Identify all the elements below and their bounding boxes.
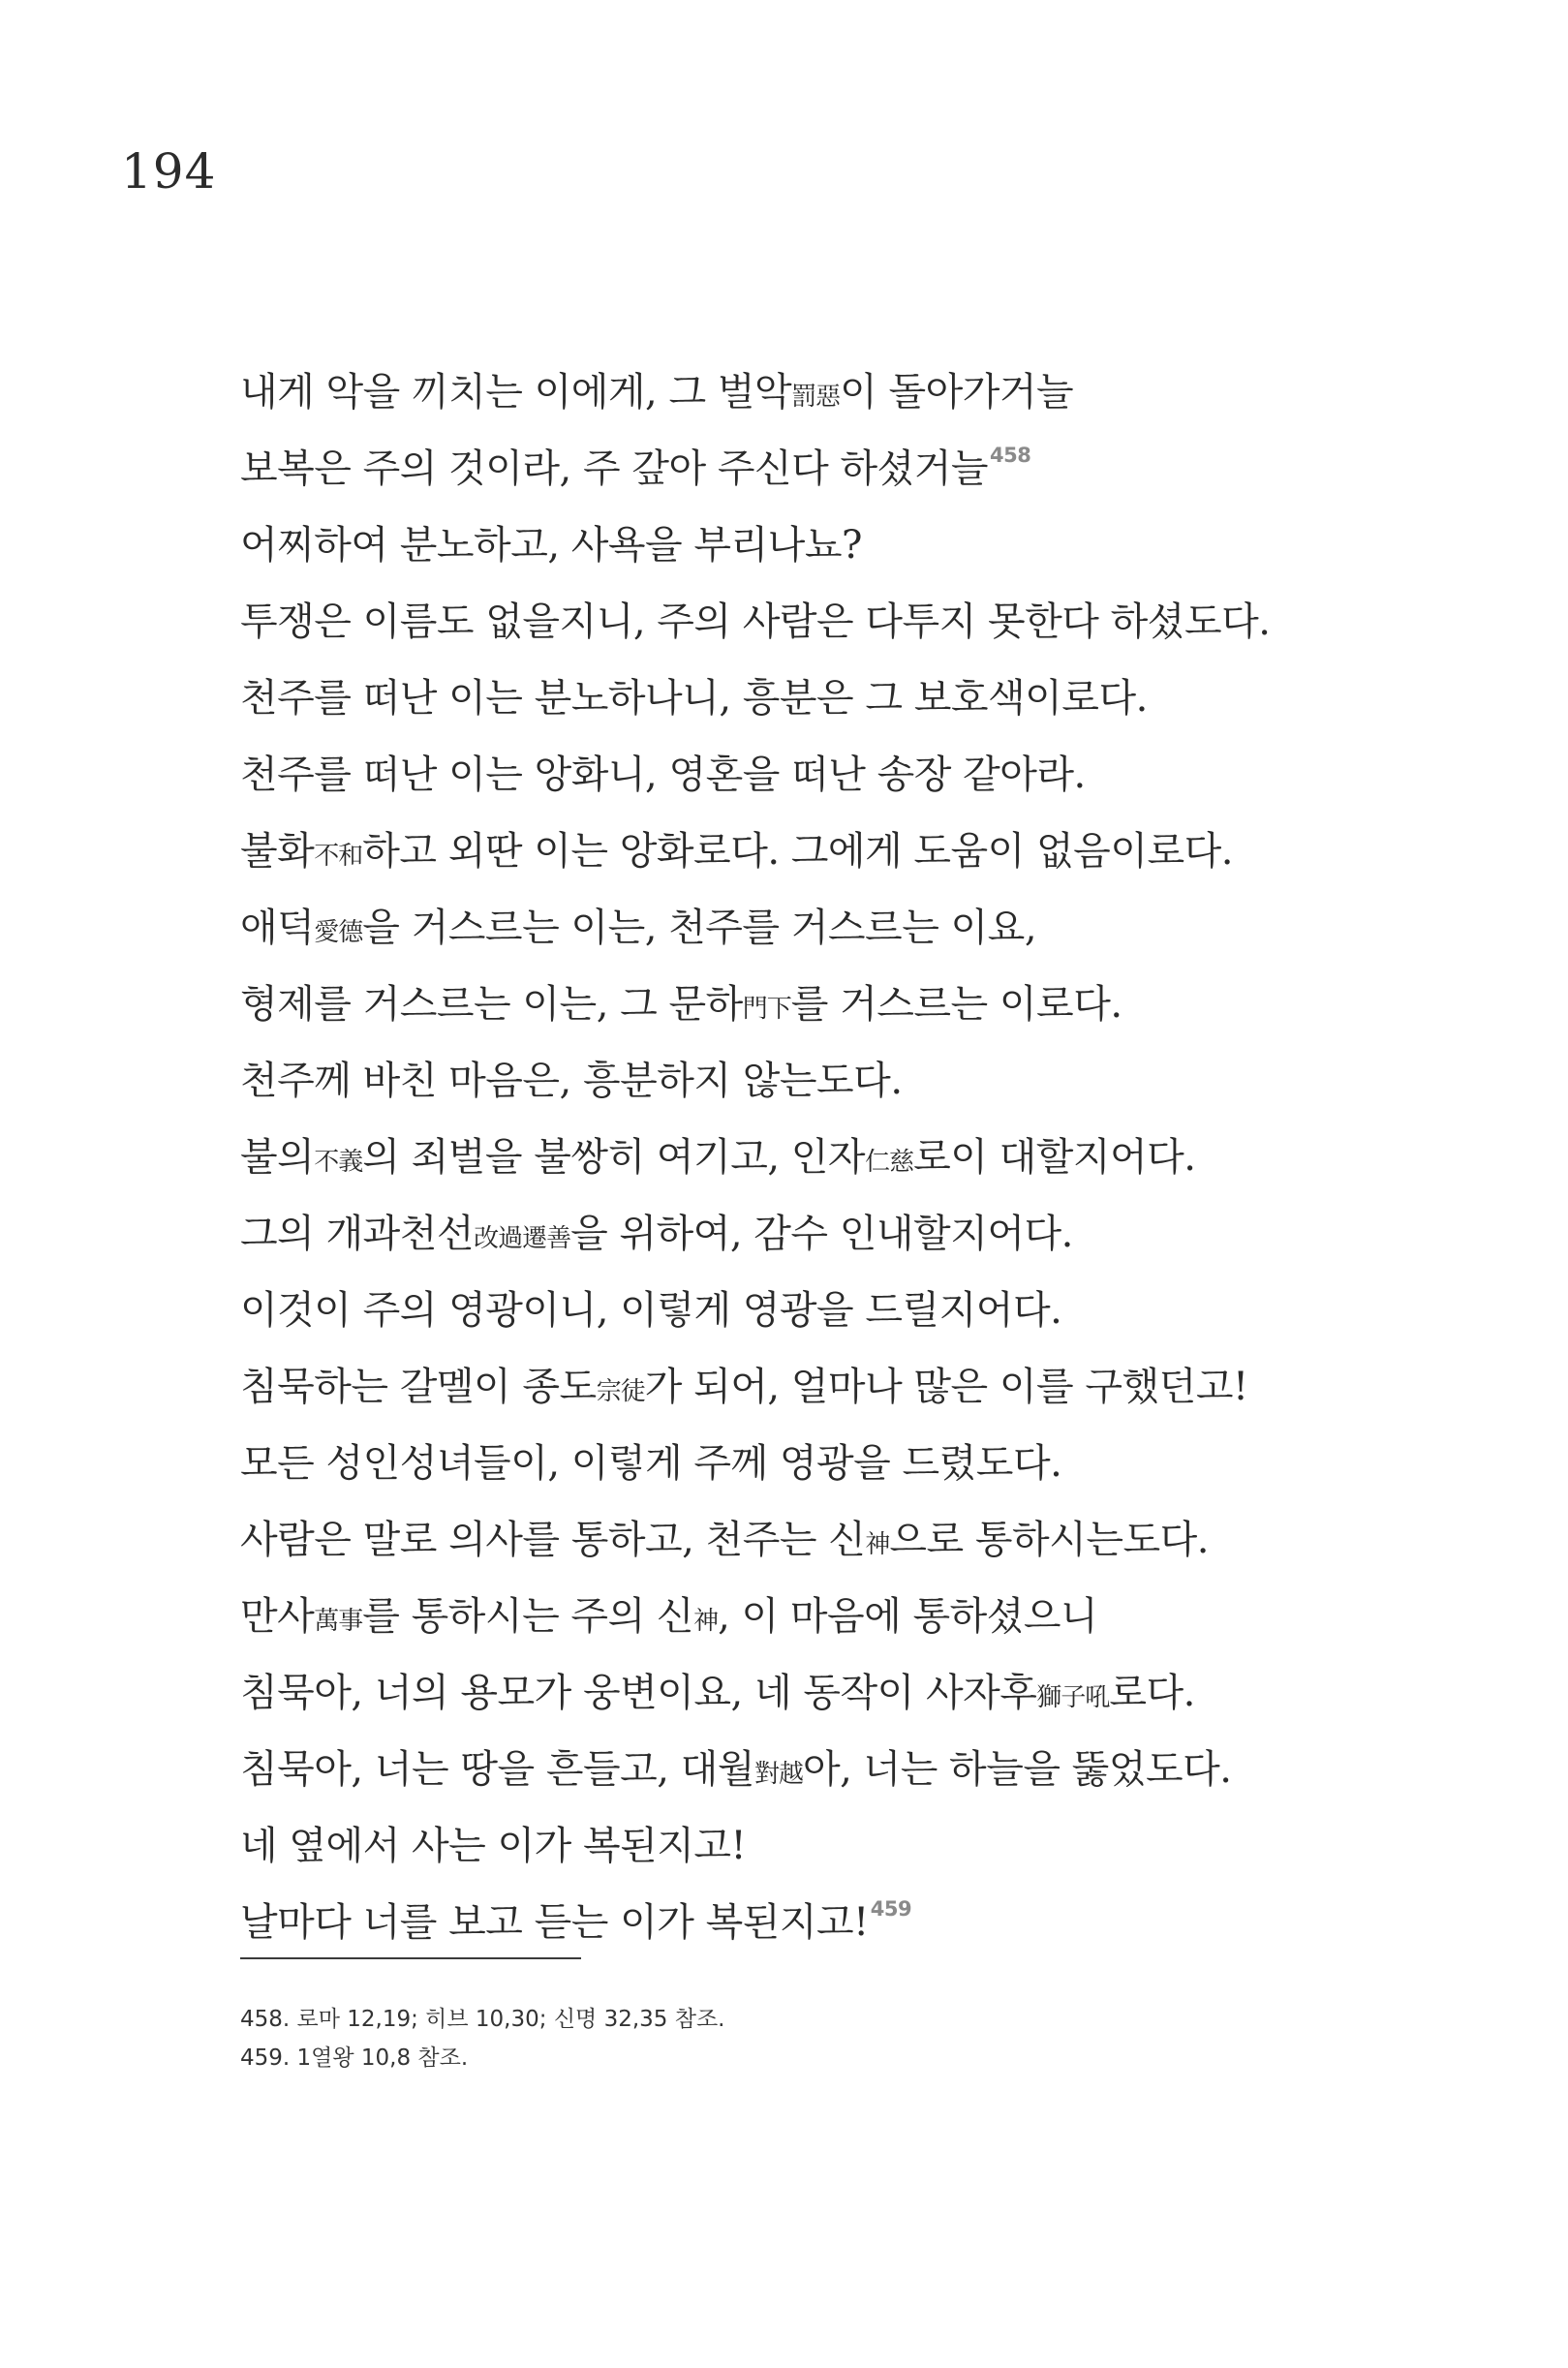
poem-line	[240, 1273, 1499, 1349]
line-text: 네 옆에서 사는 이가 복된지고!	[240, 1824, 747, 1868]
hanja-annotation: 對越	[753, 1760, 803, 1789]
poem-line	[240, 1120, 1499, 1196]
line-text: 형제를 거스르는 이는, 그 문하	[240, 982, 743, 1027]
footnote-reference[interactable]: 459	[870, 1897, 912, 1921]
line-text: 날마다 너를 보고 듣는 이가 복된지고!	[240, 1900, 869, 1945]
line-text: 내게 악을 끼치는 이에게, 그 벌악	[240, 370, 792, 415]
line-text: 이것이 주의 영광이니, 이렇게 영광을 드릴지어다.	[240, 1288, 1062, 1333]
hanja-annotation: 罰惡	[791, 383, 841, 412]
poem-body	[240, 354, 1499, 1961]
line-text: 하고 외딴 이는 앙화로다. 그에게 도움이 없음이로다.	[362, 829, 1233, 874]
line-text: 만사	[240, 1594, 315, 1639]
line-text: 으로 통하시는도다.	[889, 1518, 1209, 1562]
poem-line	[240, 1502, 1499, 1579]
footnote-item: 459. 1열왕 10,8 참조.	[240, 2045, 469, 2071]
hanja-annotation: 不義	[314, 1148, 363, 1177]
poem-line	[240, 1885, 1499, 1961]
hanja-annotation: 神	[693, 1607, 719, 1636]
line-text: 를 통하시는 주의 신	[362, 1594, 694, 1639]
poem-line	[240, 890, 1499, 967]
line-text: 아, 너는 하늘을 뚫었도다.	[802, 1747, 1232, 1792]
line-text: 그의 개과천선	[240, 1212, 475, 1256]
poem-line	[240, 1196, 1499, 1273]
footnote-reference[interactable]: 458	[990, 444, 1031, 467]
hanja-annotation: 不和	[314, 842, 363, 871]
poem-line	[240, 354, 1499, 431]
hanja-annotation: 仁慈	[865, 1148, 914, 1177]
line-text: 을 위하여, 감수 인내할지어다.	[570, 1212, 1073, 1256]
poem-line	[240, 1732, 1499, 1808]
line-text: 침묵하는 갈멜이 종도	[240, 1365, 597, 1409]
hanja-annotation: 門下	[742, 995, 791, 1024]
hanja-annotation: 獅子吼	[1036, 1683, 1110, 1712]
line-text: 불의	[240, 1135, 315, 1180]
footnotes	[240, 2000, 724, 2077]
hanja-annotation: 改過遷善	[474, 1224, 571, 1253]
poem-line	[240, 1808, 1499, 1885]
poem-line	[240, 1043, 1499, 1120]
poem-line	[240, 814, 1499, 890]
line-text: 모든 성인성녀들이, 이렇게 주께 영광을 드렸도다.	[240, 1441, 1062, 1486]
footnote-item: 458. 로마 12,19; 히브 10,30; 신명 32,35 참조.	[240, 2007, 725, 2032]
poem-line	[240, 584, 1499, 661]
line-text: 로이 대할지어다.	[913, 1135, 1196, 1180]
footnote-divider	[240, 1957, 581, 1959]
poem-line	[240, 661, 1499, 737]
poem-line	[240, 1426, 1499, 1502]
line-text: 침묵아, 너의 용모가 웅변이요, 네 동작이 사자후	[240, 1671, 1037, 1715]
line-text: , 이 마음에 통하셨으니	[718, 1594, 1098, 1639]
line-text: 보복은 주의 것이라, 주 갚아 주신다 하셨거늘	[240, 446, 989, 491]
line-text: 을 거스르는 이는, 천주를 거스르는 이요,	[362, 906, 1037, 950]
line-text: 로다.	[1109, 1671, 1195, 1715]
line-text: 어찌하여 분노하고, 사욕을 부리나뇨?	[240, 523, 862, 568]
line-text: 천주를 떠난 이는 분노하나니, 흥분은 그 보호색이로다.	[240, 676, 1148, 721]
poem-line	[240, 1579, 1499, 1655]
hanja-annotation: 愛德	[314, 918, 363, 947]
line-text: 불화	[240, 829, 315, 874]
line-text: 이 돌아가거늘	[840, 370, 1074, 415]
poem-line	[240, 1349, 1499, 1426]
poem-line	[240, 431, 1499, 507]
line-text: 천주를 떠난 이는 앙화니, 영혼을 떠난 송장 같아라.	[240, 753, 1086, 797]
poem-line	[240, 967, 1499, 1043]
hanja-annotation: 神	[865, 1530, 890, 1559]
line-text: 사람은 말로 의사를 통하고, 천주는 신	[240, 1518, 866, 1562]
line-text: 를 거스르는 이로다.	[790, 982, 1122, 1027]
poem-line	[240, 1655, 1499, 1732]
hanja-annotation: 萬事	[314, 1607, 363, 1636]
line-text: 애덕	[240, 906, 315, 950]
line-text: 의 죄벌을 불쌍히 여기고, 인자	[362, 1135, 866, 1180]
poem-line	[240, 737, 1499, 814]
line-text: 침묵아, 너는 땅을 흔들고, 대월	[240, 1747, 754, 1792]
line-text: 천주께 바친 마음은, 흥분하지 않는도다.	[240, 1059, 903, 1103]
poem-line	[240, 507, 1499, 584]
page-number: 194	[121, 143, 217, 200]
line-text: 가 되어, 얼마나 많은 이를 구했던고!	[644, 1365, 1248, 1409]
line-text: 투쟁은 이름도 없을지니, 주의 사람은 다투지 못한다 하셨도다.	[240, 600, 1271, 644]
hanja-annotation: 宗徒	[596, 1377, 645, 1406]
